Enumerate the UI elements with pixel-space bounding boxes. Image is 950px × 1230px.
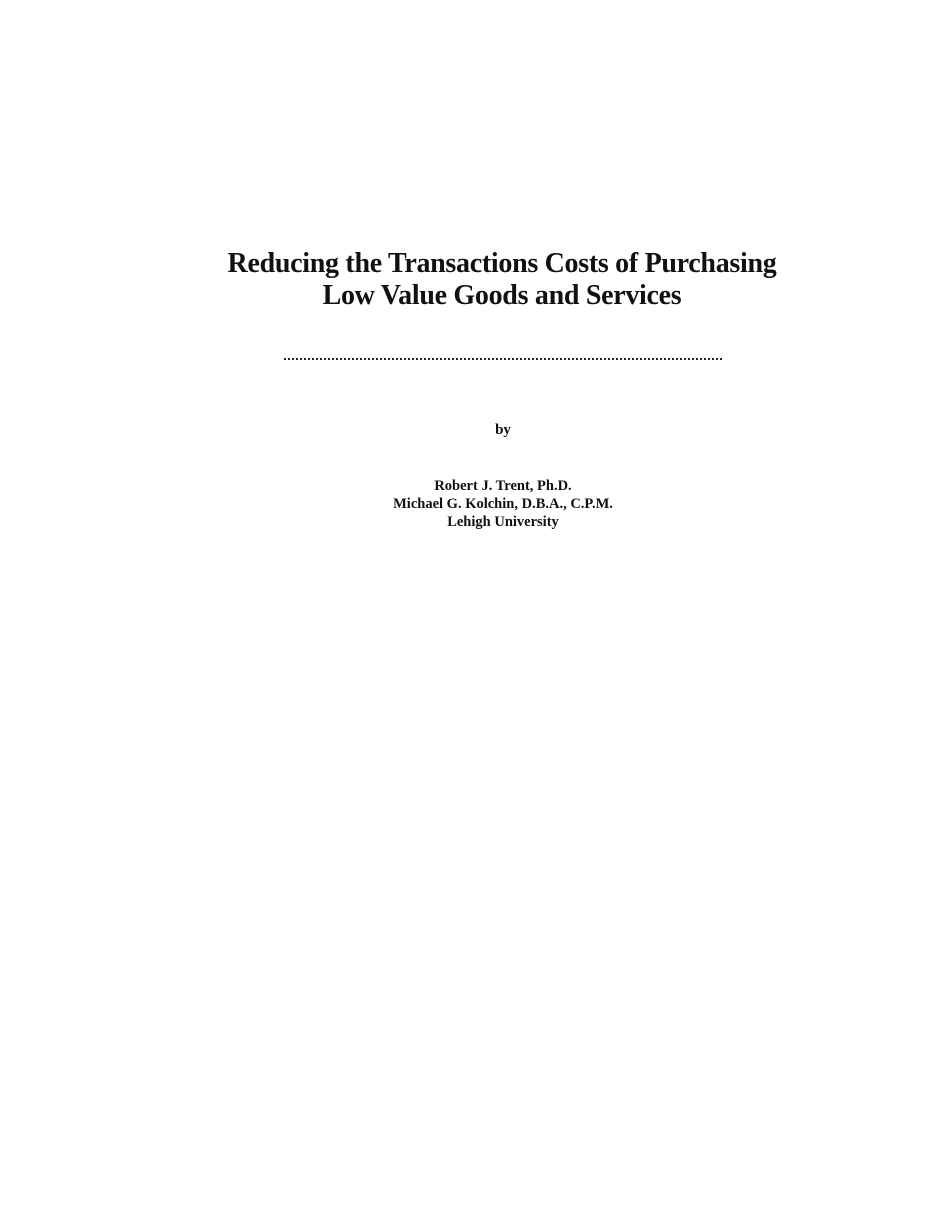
title-line-1: Reducing the Transactions Costs of Purchasing xyxy=(227,248,777,279)
title-line-2: Low Value Goods and Services xyxy=(322,280,682,311)
author-name-1: Robert J. Trent, Ph.D. xyxy=(434,478,572,494)
dotted-divider xyxy=(284,358,722,360)
byline: by xyxy=(495,422,511,438)
author-name-2: Michael G. Kolchin, D.B.A., C.P.M. xyxy=(393,496,613,512)
document-title xyxy=(0,248,950,312)
author-affiliation: Lehigh University xyxy=(447,514,559,530)
author-block xyxy=(0,477,950,531)
